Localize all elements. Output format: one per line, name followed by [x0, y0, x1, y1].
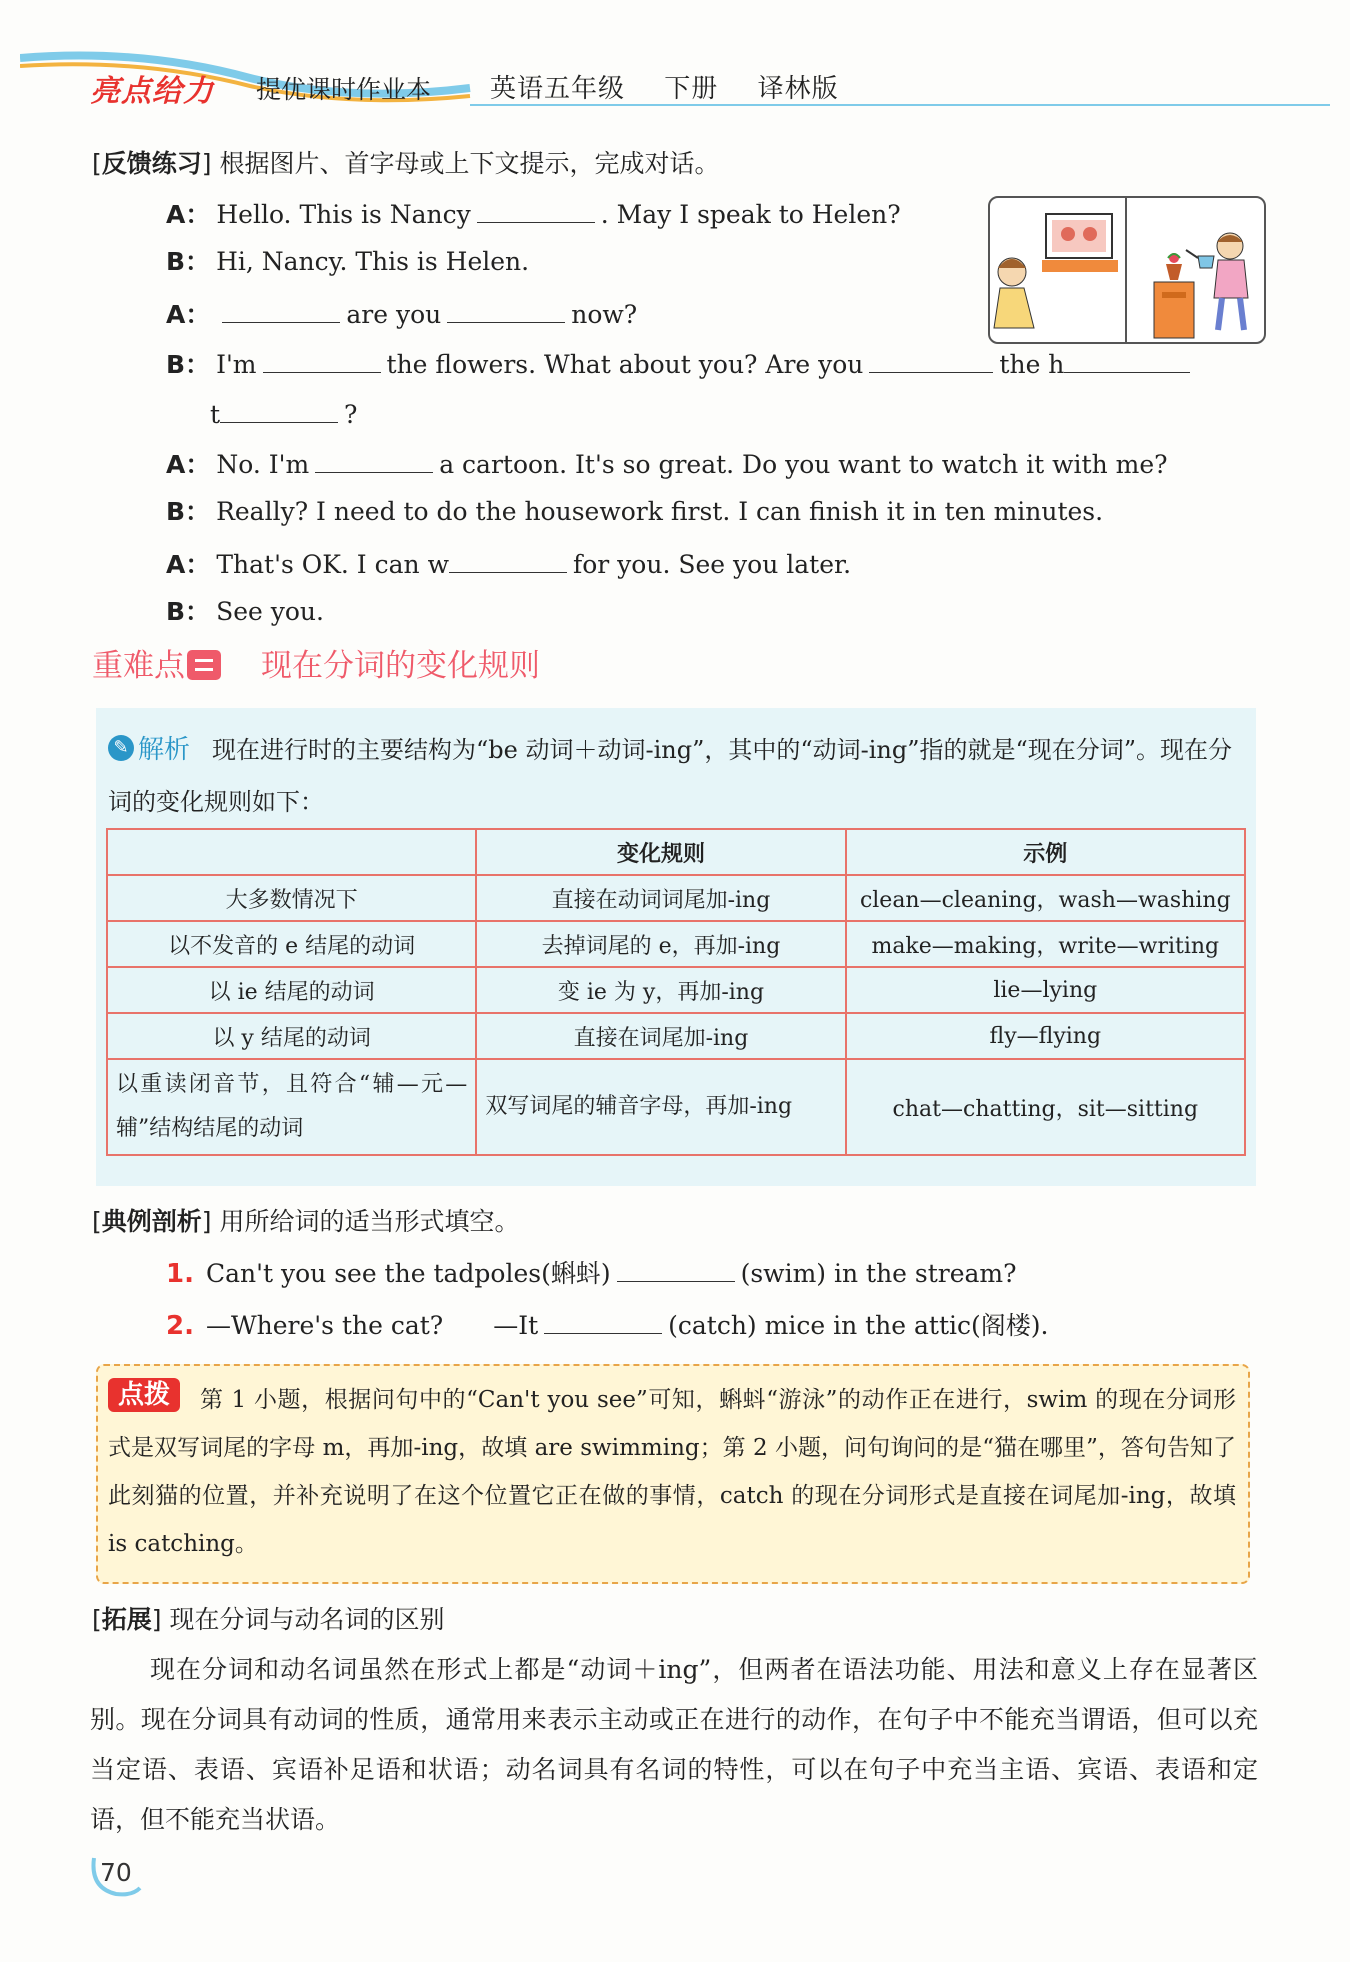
line-text: No. I'm	[216, 450, 310, 479]
table-header: 示例	[846, 829, 1245, 875]
line-text: . May I speak to Helen?	[600, 200, 901, 229]
pencil-icon: ✎	[108, 735, 134, 761]
tip-text: 第 1 小题，根据问句中的“Can't you see”可知，蝌蚪“游泳”的动作正在进行，swim 的现在分词形式是双写词尾的字母 m，再加-ing，故填 are swimming；第 2 小题，问句询问的是“猫在哪里”，答句告知了此刻猫的位置，并补充说明了在这个位置它正在做的事情，catch 的现在分词形式是直接在词尾加-ing，故填 is catching。	[108, 1387, 1236, 1557]
header-subtitle: 提优课时作业本	[256, 75, 432, 104]
speaker: B：	[166, 247, 211, 276]
dialogue-line-4	[166, 346, 1196, 381]
dialogue-illustration	[988, 196, 1266, 344]
table-cell: 去掉词尾的 e，再加-ing	[476, 921, 845, 967]
table-row	[107, 1059, 1245, 1155]
extension-tag: 拓展	[101, 1605, 152, 1634]
book-info	[490, 68, 869, 105]
keypoint-number-badge	[187, 650, 221, 680]
line-text: a cartoon. It's so great. Do you want to watch it with me?	[439, 450, 1168, 479]
line-text: for you. See you later.	[572, 550, 852, 579]
example-item-2	[166, 1306, 1048, 1342]
table-cell: 直接在动词词尾加-ing	[476, 875, 845, 921]
dialogue-line-5	[210, 396, 357, 431]
line-text: the h	[999, 350, 1065, 379]
line-text: Hello. This is Nancy	[216, 200, 471, 229]
header-divider	[470, 104, 1330, 106]
example-number: 2.	[166, 1311, 194, 1341]
dialogue-line-7	[166, 496, 1103, 528]
speaker: B：	[166, 497, 211, 526]
tip-box	[96, 1364, 1250, 1584]
dialogue-line-2	[166, 246, 529, 278]
line-text: the flowers. What about you? Are you	[386, 350, 864, 379]
extension-heading: [拓展] 现在分词与动名词的区别	[92, 1605, 445, 1634]
table-cell: 大多数情况下	[107, 875, 476, 921]
dialogue-line-1	[166, 196, 901, 231]
book-volume: 下册	[664, 74, 719, 104]
example-number: 1.	[166, 1259, 194, 1289]
example-item-1	[166, 1254, 1017, 1290]
page-header	[20, 48, 1330, 118]
example-text: (catch) mice in the attic(阁楼).	[668, 1311, 1049, 1340]
answer-blank[interactable]	[544, 1307, 662, 1334]
analysis-label-wrap	[108, 735, 190, 765]
table-row	[107, 967, 1245, 1013]
table-cell: 以 ie 结尾的动词	[107, 967, 476, 1013]
speaker: A：	[166, 450, 211, 479]
table-row	[107, 875, 1245, 921]
tip-badge: 点拨	[108, 1378, 180, 1412]
line-text: See you.	[216, 597, 324, 626]
answer-blank[interactable]	[617, 1255, 735, 1282]
answer-blank[interactable]	[477, 196, 595, 223]
table-cell: 变 ie 为 y，再加-ing	[476, 967, 845, 1013]
table-cell: chat—chatting，sit—sitting	[846, 1059, 1245, 1155]
table-header: 变化规则	[476, 829, 845, 875]
line-text: are you	[346, 300, 442, 329]
examples-instruction: 用所给词的适当形式填空。	[219, 1207, 520, 1236]
watering-can-icon	[1198, 256, 1214, 268]
line-text: Hi, Nancy. This is Helen.	[216, 247, 530, 276]
line-text: now?	[571, 300, 638, 329]
book-subject: 英语五年级	[490, 74, 626, 104]
analysis-label: 解析	[138, 735, 191, 765]
keypoint-label: 重难点	[92, 648, 185, 684]
line-text: I'm	[216, 350, 257, 379]
examples-tag: 典例剖析	[101, 1207, 202, 1236]
table-cell: clean—cleaning，wash—washing	[846, 875, 1245, 921]
table-cell: lie—lying	[846, 967, 1245, 1013]
table-header	[107, 829, 476, 875]
analysis-box	[96, 708, 1256, 1186]
line-text: Really? I need to do the housework first. I can finish it in ten minutes.	[216, 497, 1104, 526]
dialogue-line-8	[166, 546, 851, 581]
answer-blank[interactable]	[1064, 346, 1190, 373]
feedback-instruction: 根据图片、首字母或上下文提示，完成对话。	[219, 149, 720, 178]
answer-blank[interactable]	[449, 546, 567, 573]
extension-body: 现在分词和动名词虽然在形式上都是“动词＋ing”，但两者在语法功能、用法和意义上存在显著区别。现在分词具有动词的性质，通常用来表示主动或正在进行的动作，在句子中不能充当谓语，但可以充当定语、表语、宾语补足语和状语；动名词具有名词的特性，可以在句子中充当主语、宾语、表语和定语，但不能充当状语。	[90, 1655, 1258, 1834]
line-text: That's OK. I can w	[216, 550, 449, 579]
answer-blank[interactable]	[220, 396, 338, 423]
extension-title: 现在分词与动名词的区别	[169, 1605, 445, 1634]
table-row	[107, 921, 1245, 967]
dialogue-line-6	[166, 446, 1168, 481]
line-text: t	[210, 400, 221, 429]
table-cell: 以不发音的 e 结尾的动词	[107, 921, 476, 967]
brand-logo: 亮点给力	[90, 74, 214, 109]
table-cell: 以 y 结尾的动词	[107, 1013, 476, 1059]
table-row	[107, 1013, 1245, 1059]
speaker: B：	[166, 597, 211, 626]
feedback-heading: [反馈练习] 根据图片、首字母或上下文提示，完成对话。	[92, 149, 720, 178]
table-cell: fly—flying	[846, 1013, 1245, 1059]
speaker: A：	[166, 300, 211, 329]
illustration-scene	[990, 198, 1264, 342]
table-cell: 以重读闭音节，且符合“辅—元—辅”结构结尾的动词	[107, 1059, 476, 1155]
feedback-tag: 反馈练习	[101, 149, 202, 178]
table-header-row	[107, 829, 1245, 875]
speaker: B：	[166, 350, 211, 379]
answer-blank[interactable]	[315, 446, 433, 473]
example-text: Can't you see the tadpoles(蝌蚪)	[205, 1259, 611, 1288]
examples-heading: [典例剖析] 用所给词的适当形式填空。	[92, 1207, 520, 1236]
speaker: A：	[166, 200, 211, 229]
answer-blank[interactable]	[263, 346, 381, 373]
line-text: ?	[344, 400, 358, 429]
table-cell: 双写词尾的辅音字母，再加-ing	[476, 1059, 845, 1155]
analysis-body: 现在进行时的主要结构为“be 动词＋动词-ing”，其中的“动词-ing”指的就是“现在分词”。现在分词的变化规则如下：	[108, 736, 1233, 816]
book-edition: 译林版	[757, 74, 839, 104]
dialogue-line-3	[166, 296, 637, 331]
answer-blank[interactable]	[869, 346, 993, 373]
keypoint-heading	[92, 640, 540, 685]
table-cell: make—making，write—writing	[846, 921, 1245, 967]
speaker: A：	[166, 550, 211, 579]
keypoint-title: 现在分词的变化规则	[261, 648, 540, 684]
analysis-text	[108, 724, 1248, 828]
rules-table	[106, 828, 1246, 1156]
example-text: (swim) in the stream?	[740, 1259, 1017, 1288]
example-text: —Where's the cat? —It	[205, 1311, 539, 1340]
table-cell: 直接在词尾加-ing	[476, 1013, 845, 1059]
answer-blank[interactable]	[222, 296, 340, 323]
answer-blank[interactable]	[447, 296, 565, 323]
dialogue-line-9	[166, 596, 324, 628]
page-number: 70	[100, 1858, 132, 1887]
